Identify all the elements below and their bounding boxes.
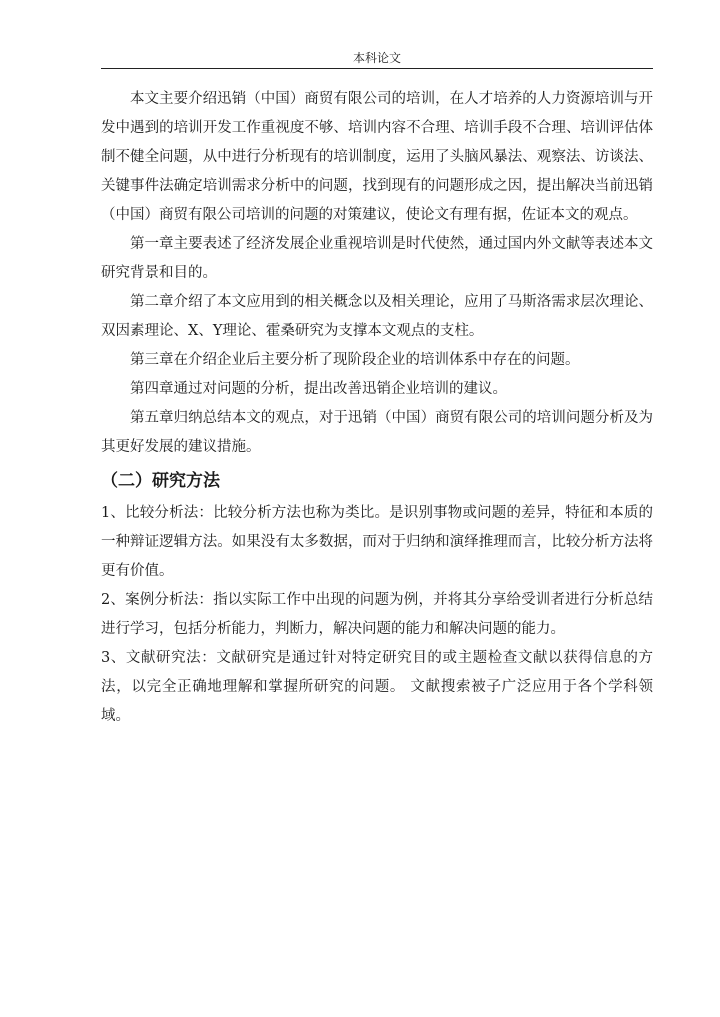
method-item-comparative-analysis: 1、比较分析法：比较分析方法也称为类比。是识别事物或问题的差异，特征和本质的一种辩证逻辑方法。如果没有太多数据，而对于归纳和演绎推理而言，比较分析方法将更有价值。: [101, 505, 653, 579]
document-body: [101, 85, 653, 731]
method-item-case-analysis: 2、案例分析法：指以实际工作中出现的问题为例，并将其分享给受训者进行分析总结进行学习，包括分析能力，判断力，解决问题的能力和解决问题的能力。: [101, 592, 653, 637]
chapter-three-summary: 第三章在介绍企业后主要分析了现阶段企业的培训体系中存在的问题。: [130, 352, 580, 368]
section-heading-research-methods: （二）研究方法: [101, 471, 220, 491]
header-divider: [101, 68, 653, 69]
intro-paragraph: 本文主要介绍迅销（中国）商贸有限公司的培训，在人才培养的人力资源培训与开发中遇到的培训开发工作重视度不够、培训内容不合理、培训手段不合理、培训评估体制不健全问题，从中进行分析现有的培训制度，运用了头脑风暴法、观察法、访谈法、关键事件法确定培训需求分析中的问题，找到现有的问题形成之因，提出解决当前迅销（中国）商贸有限公司培训的问题的对策建议，使论文有理有据，佐证本文的观点。: [101, 91, 653, 223]
chapter-four-summary: 第四章通过对问题的分析，提出改善迅销企业培训的建议。: [130, 381, 507, 397]
method-item-literature-research: 3、文献研究法：文献研究是通过针对特定研究目的或主题检查文献以获得信息的方法，以完全正确地理解和掌握所研究的问题。 文献搜索被子广泛应用于各个学科领域。: [101, 650, 653, 724]
page-header: 本科论文: [352, 51, 401, 65]
chapter-five-summary: 第五章归纳总结本文的观点，对于迅销（中国）商贸有限公司的培训问题分析及为其更好发展的建议措施。: [101, 410, 653, 455]
chapter-one-summary: 第一章主要表述了经济发展企业重视培训是时代使然，通过国内外文献等表述本文研究背景和目的。: [101, 236, 653, 281]
chapter-two-summary: 第二章介绍了本文应用到的相关概念以及相关理论，应用了马斯洛需求层次理论、双因素理论、X、Y理论、霍桑研究为支撑本文观点的支柱。: [101, 294, 653, 339]
